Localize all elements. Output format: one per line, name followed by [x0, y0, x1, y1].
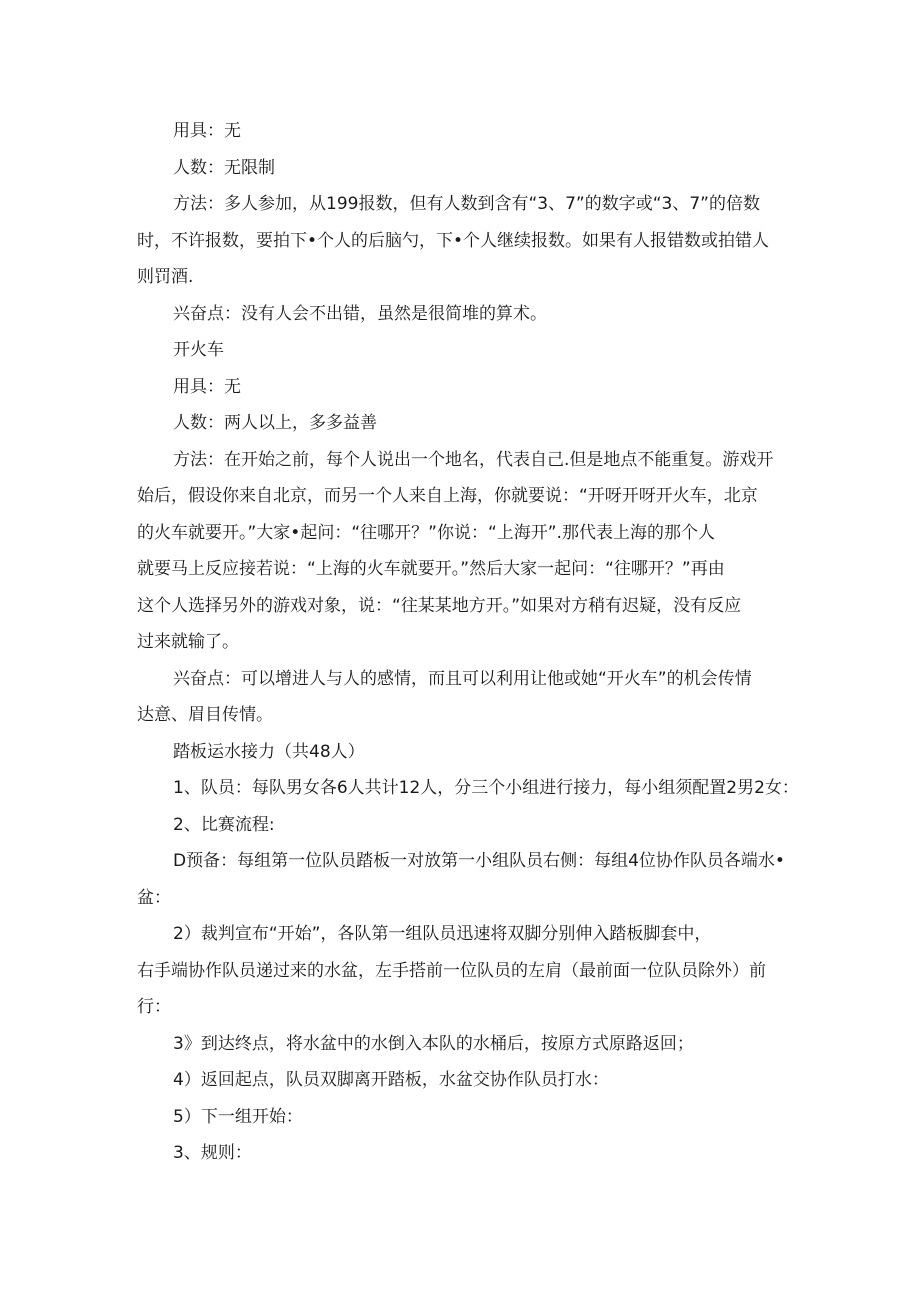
rule-item-cont: 右手端协作队员递过来的水盆，左手搭前一位队员的左肩（最前面一位队员除外）前 — [137, 961, 766, 981]
rule-item-cont: 盆： — [137, 888, 171, 908]
rule-item: 2、比赛流程: — [173, 815, 275, 835]
method-line: 方法：多人参加，从199报数，但有人数到含有“3、7”的数字或“3、7”的倍数 — [173, 194, 760, 214]
tools-line: 用具：无 — [173, 377, 241, 397]
rule-item: 2）裁判宣布“开始”，各队第一组队员迅速将双脚分别伸入踏板脚套中， — [173, 924, 712, 944]
method-line-cont: 时，不许报数，要拍下•个人的后脑勺，下•个人继续报数。如果有人报错数或拍错人 — [137, 231, 770, 251]
method-line-cont: 这个人选择另外的游戏对象，说：“往某某地方开。”如果对方稍有迟疑，没有反应 — [137, 596, 742, 616]
excitement-line: 兴奋点：没有人会不出错，虽然是很简堆的算术。 — [173, 304, 547, 324]
method-line-cont: 就要马上反应接若说：“上海的火车就要开。”然后大家一起问：“往哪开？”再由 — [137, 559, 725, 579]
rule-item: 3、规则： — [173, 1143, 252, 1163]
people-line: 人数：两人以上，多多益善 — [173, 413, 377, 433]
rule-item: 5）下一组开始： — [173, 1107, 303, 1127]
method-line-cont: 始后，假设你来自北京，而另一个人来自上海，你就要说：“开呀开呀开火车，北京 — [137, 486, 758, 506]
rule-item: D预备：每组第一位队员踏板一对放第一小组队员右侧：每组4位协作队员各端水• — [173, 851, 785, 871]
rule-item-cont: 行： — [137, 997, 171, 1017]
section-title: 开火车 — [173, 340, 224, 360]
excitement-line-cont: 达意、眉目传情。 — [137, 705, 273, 725]
rule-item: 3》到达终点，将水盆中的水倒入本队的水桶后，按原方式原路返回； — [173, 1034, 694, 1054]
method-line-cont: 的火车就要开。”大家•起问：“往哪开？”你说：“上海开”.那代表上海的那个人 — [137, 523, 715, 543]
method-line: 方法：在开始之前，每个人说出一个地名，代表自己.但是地点不能重复。游戏开 — [173, 450, 774, 470]
rule-item: 4）返回起点，队员双脚离开踏板，水盆交协作队员打水： — [173, 1070, 609, 1090]
excitement-line: 兴奋点：可以增进人与人的感情，而且可以利用让他或她“开火车”的机会传情 — [173, 669, 752, 689]
rule-item: 1、队员：每队男女各6人共计12人，分三个小组进行接力，每小组须配置2男2女： — [173, 778, 799, 798]
people-line: 人数：无限制 — [173, 158, 275, 178]
method-line-cont: 则罚酒. — [137, 267, 194, 287]
section-title: 踏板运水接力（共48人） — [173, 742, 365, 762]
tools-line: 用具：无 — [173, 121, 241, 141]
method-line-cont: 过来就输了。 — [137, 632, 239, 652]
